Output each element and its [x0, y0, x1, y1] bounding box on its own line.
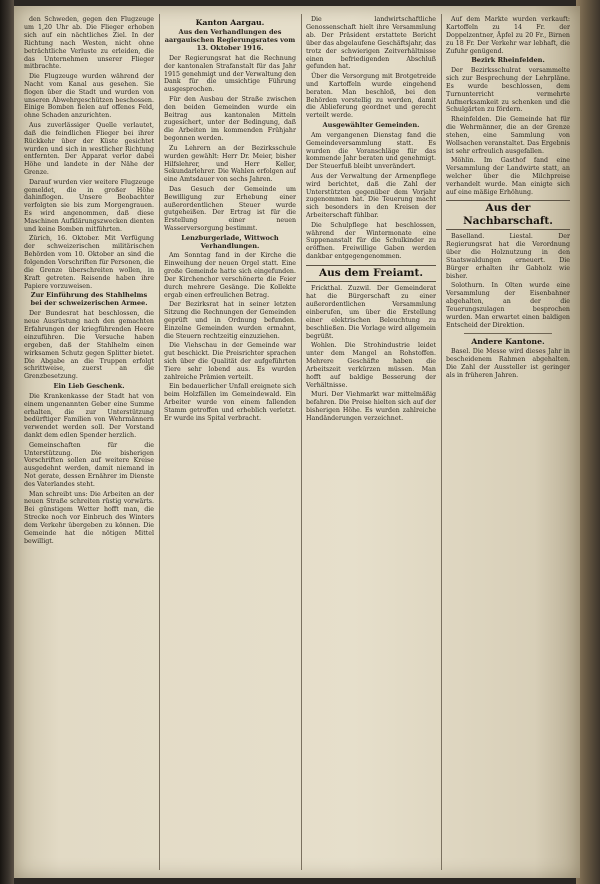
paragraph: Das Gesuch der Gemeinde um Bewilligung zur Erhebung einer außerordentlichen Steuer wurde gutgeheißen. Der Ertrag ist für die Erstellung einer neuen Wasserversorgung bestimmt. — [164, 185, 296, 233]
section-heading: Ausgewählter Gemeinden. — [322, 120, 420, 129]
paragraph: Gemeinschaften für die Unterstützung. Die bisherigen Vorschriften sollen auf weitere Kreise ausgedehnt werden, damit niemand in Not gerate, dessen Ernährer im Dienste des Vaterlandes steht. — [24, 441, 154, 489]
paragraph: Der Bezirksrat hat in seiner letzten Sitzung die Rechnungen der Gemeinden geprüft und in Ordnung befunden. Einzelne Gemeinden wurden ermahnt, die Steuern rechtzeitig einzuziehen. — [164, 301, 296, 341]
section-heading: Lenzburgerlade, Wittwoch Verhandlungen. — [181, 233, 279, 250]
section-heading: Zur Einführung des Stahlhelms bei der schweizerischen Armee. — [30, 291, 148, 308]
paragraph: Ein bedauerlicher Unfall ereignete sich beim Holzfällen im Gemeindewald. Ein Arbeiter wurde von einem fallenden Stamm getroffen und erheblich verletzt. Er wurde ins Spital verbracht. — [164, 383, 296, 423]
paragraph: Der Regierungsrat hat die Rechnung der kantonalen Strafanstalt für das Jahr 1915 genehmigt und der Verwaltung den Dank für die umsichtige Führung ausgesprochen. — [164, 54, 296, 94]
paragraph: Aus zuverlässiger Quelle verlautet, daß die feindlichen Flieger bei ihrer Rückkehr über der Küste gesichtet wurden und sich in westlicher Richtung entfernten. Der Apparat verlor dabei Höhe und landete in der Nähe der Grenze. — [24, 121, 154, 177]
paragraph: Über die Versorgung mit Brotgetreide und Kartoffeln wurde eingehend beraten. Man beschloß, bei den Behörden vorstellig zu werden, damit die Ablieferung geordnet und gerecht verteilt werde. — [306, 72, 436, 120]
paragraph: Zu Lehrern an der Bezirksschule wurden gewählt: Herr Dr. Meier, bisher Hilfslehrer, und Herr Keller, Sekundarlehrer. Die Wahlen erfolgen auf eine Amtsdauer von sechs Jahren. — [164, 144, 296, 184]
paragraph: Am vergangenen Dienstag fand die Gemeindeversammlung statt. Es wurden die Voranschläge für das kommende Jahr beraten und genehmigt. Der Steuerfuß bleibt unverändert. — [306, 131, 436, 171]
column-3 — [306, 16, 436, 868]
paragraph: Die landwirtschaftliche Genossenschaft hielt ihre Versammlung ab. Der Präsident erstattete Bericht über das abgelaufene Geschäftsjahr, das trotz der schwierigen Zeitverhältnisse einen befriedigenden Abschluß gefunden hat. — [306, 16, 436, 71]
section-heading: Ein Lieb Geschenk. — [53, 381, 125, 390]
paragraph: Möhlin. Im Gasthof fand eine Versammlung der Landwirte statt, an welcher über die Milchpreise verhandelt wurde. Man einigte sich auf eine mäßige Erhöhung. — [446, 156, 570, 196]
paragraph: Die Schulpflege hat beschlossen, während der Wintermonate eine Suppenanstalt für die Schulkinder zu eröffnen. Freiwillige Gaben werden dankbar entgegengenommen. — [306, 221, 436, 261]
paragraph: Baselland. Liestal. Der Regierungsrat hat die Verordnung über die Holznutzung in den Staatswaldungen erneuert. Die Bürger erhalten ihr Gabholz wie bisher. — [446, 233, 570, 280]
paragraph: Wohlen. Die Strohindustrie leidet unter dem Mangel an Rohstoffen. Mehrere Geschäfte haben die Arbeitszeit verkürzen müssen. Man hofft auf baldige Besserung der Verhältnisse. — [306, 342, 436, 389]
section-heading: Aus der Nachbarschaft. — [446, 200, 570, 230]
paragraph: Aus der Verwaltung der Armenpflege wird berichtet, daß die Zahl der Unterstützten gegenüber dem Vorjahr zugenommen hat. Die Teuerung macht sich besonders in den Kreisen der Arbeiterschaft fühlbar. — [306, 172, 436, 220]
section-heading: Bezirk Rheinfelden. — [471, 56, 545, 65]
section-subheading: Aus den Verhandlungen des aargauischen Regierungsrates vom 13. Oktober 1916. — [164, 28, 296, 52]
column-rule — [301, 14, 302, 870]
paragraph: Die Krankenkasse der Stadt hat von einem ungenannten Geber eine Summe erhalten, die zur Unterstützung bedürftiger Familien von Wehrmännern verwendet werden soll. Der Vorstand dankt dem edlen Spender herzlich. — [24, 392, 154, 440]
paragraph: Auf dem Markte wurden verkauft: Kartoffeln zu 14 Fr. der Doppelzentner, Äpfel zu 20 Fr., Birnen zu 18 Fr. Der Verkehr war lebhaft, die Zufuhr genügend. — [446, 16, 570, 55]
paragraph: Die Viehschau in der Gemeinde war gut beschickt. Die Preisrichter sprachen sich über die Qualität der aufgeführten Tiere sehr lobend aus. Es wurden zahlreiche Prämien verteilt. — [164, 342, 296, 382]
paragraph: Basel. Die Messe wird dieses Jahr in bescheidenem Rahmen abgehalten. Die Zahl der Aussteller ist geringer als in früheren Jahren. — [446, 347, 570, 379]
paragraph: Zürich, 16. Oktober. Mit Verfügung der schweizerischen militärischen Behörden vom 10. Oktober an sind die folgenden Vorschriften für Personen, die die Grenze überschreiten wollen, in Kraft getreten. Reisende haben ihre Papiere vorzuweisen. — [24, 235, 154, 290]
section-heading: Kanton Aargau. — [195, 18, 265, 27]
section-heading: Andere Kantone. — [471, 336, 545, 346]
column-1 — [24, 16, 154, 868]
paragraph: Rheinfelden. Die Gemeinde hat für die Wehrmänner, die an der Grenze stehen, eine Sammlung von Wollsachen veranstaltet. Das Ergebnis ist sehr erfreulich ausgefallen. — [446, 115, 570, 155]
column-4 — [446, 16, 570, 868]
column-rule — [159, 14, 160, 870]
paragraph: Die Flugzeuge wurden während der Nacht vom Kanal aus gesehen. Sie flogen über die Stadt und wurden von unseren Abwehrgeschützen beschossen. Einige Bomben fielen auf offenes Feld, ohne Schaden anzurichten. — [24, 72, 154, 120]
paragraph: Am Sonntag fand in der Kirche die Einweihung der neuen Orgel statt. Eine große Gemeinde hatte sich eingefunden. Der Kirchenchor verschönerte die Feier durch mehrere Gesänge. Die Kollekte ergab einen erfreulichen Betrag. — [164, 252, 296, 299]
paragraph: Der Bundesrat hat beschlossen, die neue Ausrüstung nach den gemachten Erfahrungen der kriegführenden Heere einzuführen. Die Versuche haben ergeben, daß der Stahlhelm einen wirksamen Schutz gegen Splitter bietet. Die Abgabe an die Truppen erfolgt schrittweise, zuerst an die Grenzbesetzung. — [24, 310, 154, 381]
paragraph: den Schweden, gegen den Flugzeuge um 1,20 Uhr ab. Die Flieger erhoben sich auf ein nächtliches Ziel. In der Richtung nach Westen, nicht ohne beträchtliche Verluste zu erleiden, die das Unternehmen unserer Flieger mitbrachte. — [24, 16, 154, 71]
column-rule — [441, 14, 442, 870]
column-2 — [164, 16, 296, 868]
paragraph: Frickthal. Zuzwil. Der Gemeinderat hat die Bürgerschaft zu einer außerordentlichen Versammlung einberufen, um über die Erstellung einer elektrischen Beleuchtung zu beschließen. Die Vorlage wird allgemein begrüßt. — [306, 285, 436, 340]
page-edge-left — [0, 0, 14, 884]
newspaper-page — [14, 6, 580, 878]
separator — [464, 333, 552, 334]
paragraph: Muri. Der Viehmarkt war mittelmäßig befahren. Die Preise hielten sich auf der bisherigen Höhe. Es wurden zahlreiche Handänderungen verzeichnet. — [306, 390, 436, 422]
paragraph: Für den Ausbau der Straße zwischen den beiden Gemeinden wurde ein Beitrag aus kantonalen Mitteln zugesichert, unter der Bedingung, daß die Arbeiten im kommenden Frühjahr begonnen werden. — [164, 95, 296, 143]
paragraph: Solothurn. In Olten wurde eine Versammlung der Eisenbahner abgehalten, an der die Teuerungszulagen besprochen wurden. Man erwartet einen baldigen Entscheid der Direktion. — [446, 282, 570, 329]
paragraph: Darauf wurden vier weitere Flugzeuge gemeldet, die in großer Höhe dahinflogen. Unsere Beobachter verfolgten sie bis zum Morgengrauen. Es wird angenommen, daß diese Maschinen Aufklärungszwecken dienten und keine Bomben mitführten. — [24, 178, 154, 234]
paragraph: Man schreibt uns: Die Arbeiten an der neuen Straße schreiten rüstig vorwärts. Bei günstigem Wetter hofft man, die Strecke noch vor Einbruch des Winters dem Verkehr übergeben zu können. Die Gemeinde hat die nötigen Mittel bewilligt. — [24, 490, 154, 545]
section-heading: Aus dem Freiamt. — [306, 265, 436, 282]
paragraph: Der Bezirksschulrat versammelte sich zur Besprechung der Lehrpläne. Es wurde beschlossen, dem Turnunterricht vermehrte Aufmerksamkeit zu schenken und die Schulgärten zu fördern. — [446, 66, 570, 114]
